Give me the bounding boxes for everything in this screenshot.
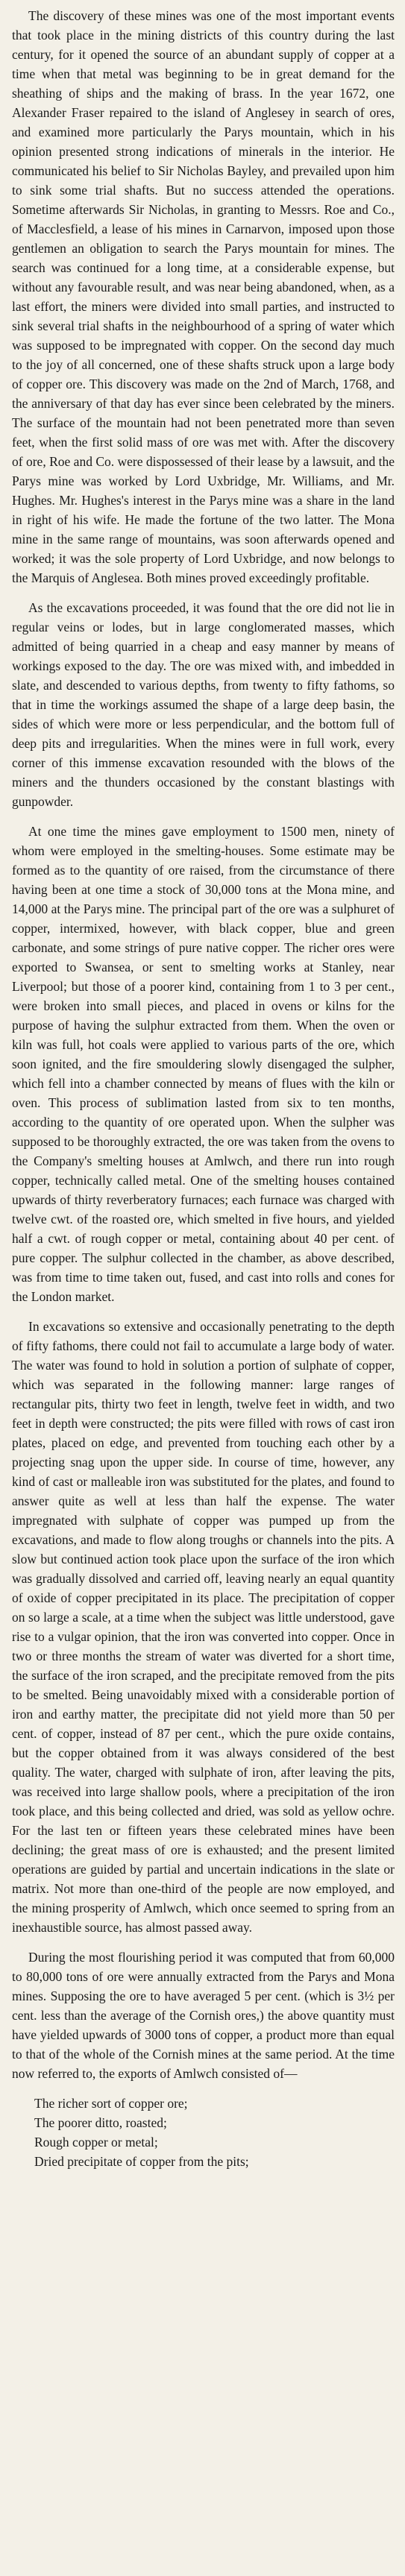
list-item: Rough copper or metal; <box>34 2135 158 2150</box>
paragraph-water-precipitation: In excavations so extensive and occasionally penetrating to the depth of fifty fathoms, there could not fail to accumulate a large body of water. The water was found to hold in solution a portion of sulphate of copper, which was separated in the following manner: large ranges of rectangular pits, thirty two feet in length, twelve feet in width, and two feet in depth were constructed; the pits were filled with rows of cast iron plates, placed on edge, and prevented from touching each other by a projecting snag upon the upper side. In course of time, however, any kind of cast or malleable iron was substituted for the plates, and found to answer quite as well at less than half the expense. The water impregnated with sulphate of copper was pumped up from the excavations, and made to flow along troughs or channels into the pits. A slow but continued action took place upon the surface of the iron which was gradually dissolved and carried off, leaving nearly an equal quantity of oxide of copper precipitated in its place. The precipitation of copper on so large a scale, at a time when the subject was little understood, gave rise to a vulgar opinion, that the iron was converted into copper. Once in two or three months the stream of water was diverted for a short time, the surface of the iron scraped, and the precipitate removed from the pits to be smelted. Being unavoidably mixed with a considerable portion of iron and earthy matter, the precipitate did not yield more than 50 per cent. of copper, instead of 87 per cent., which the pure oxide contains, but the copper obtained from it was always considered of the best quality. The water, charged with sulphate of iron, after leaving the pits, was received into large shallow pools, where a precipitation of the iron took place, and this being collected and dried, was sold as yellow ochre. For the last ten or fifteen years these celebrated mines have been declining; the great mass of ore is exhausted; and the present limited operations are guided by partial and uncertain indications in the slate or matrix. Not more than one-third of the people are now employed, and the mining prosperity of Amlwch, which once seemed to spring from an inexhaustible source, has almost passed away. <box>12 1319 395 1935</box>
paragraph-excavations: As the excavations proceeded, it was found that the ore did not lie in regular veins or lodes, but in large conglomerated masses, which admitted of being quarried in a cheap and easy manner by means of workings exposed to the day. The ore was mixed with, and imbedded in slate, and descended to various depths, from twenty to fifty fathoms, so that in time the workings assumed the shape of a large deep basin, the sides of which were more or less perpendicular, and the bottom full of deep pits and irregularities. When the mines were in full work, every corner of this immense excavation resounded with the blows of the miners and the thunders occasioned by the constant blastings with gunpowder. <box>12 600 395 809</box>
list-item: The poorer ditto, roasted; <box>34 2115 167 2130</box>
list-item: Dried precipitate of copper from the pits; <box>34 2154 249 2169</box>
exports-list <box>12 2094 395 2171</box>
paragraph-exports: During the most flourishing period it was computed that from 60,000 to 80,000 tons of ore were annually extracted from the Parys and Mona mines. Supposing the ore to have averaged 5 per cent. (which is 3½ per cent. less than the average of the Cornish ores,) the above quantity must have yielded upwards of 3000 tons of copper, a product more than equal to that of the whole of the Cornish mines at the same period. At the time now referred to, the exports of Amlwch consisted of— <box>12 1950 395 2081</box>
paragraph-employment: At one time the mines gave employment to 1500 men, ninety of whom were employed in the smelting-houses. Some estimate may be formed as to the quantity of ore raised, from the circumstance of there having been at one time a stock of 30,000 tons at the Mona mine, and 14,000 at the Parys mine. The principal part of the ore was a sulphuret of copper, intermixed, however, with black copper, blue and green carbonate, and some strings of pure native copper. The richer ores were exported to Swansea, or sent to smelting works at Stanley, near Liverpool; but those of a poorer kind, containing from 1 to 3 per cent., were broken into small pieces, and placed in ovens or kilns for the purpose of having the sulphur extracted from them. When the oven or kiln was full, hot coals were applied to various parts of the ore, which soon ignited, and the fire smouldering slowly disengaged the sulpher, which fell into a chamber connected by means of flues with the kiln or oven. This process of sublimation lasted from six to ten months, according to the quantity of ore operated upon. When the sulpher was supposed to be thoroughly extracted, the ore was taken from the ovens to the Company's smelting houses at Amlwch, and there run into rough copper, technically called metal. One of the smelting houses contained upwards of thirty reverberatory furnaces; each furnace was charged with twelve cwt. of the roasted ore, which smelted in five hours, and yielded half a cwt. of rough copper or metal, containing about 40 per cent. of pure copper. The sulphur collected in the chamber, as above described, was from time to time taken out, fused, and cast into rolls and cones for the London market. <box>12 824 395 1304</box>
paragraph-discovery: The discovery of these mines was one of the most important events that took place in the mining districts of this country during the last century, for it opened the source of an abundant supply of copper at a time when that metal was beginning to be in great demand for the sheathing of ships and the making of brass. In the year 1672, one Alexander Fraser repaired to the island of Anglesey in search of ores, and examined more particularly the Parys mountain, which in his opinion presented strong indications of minerals in the interior. He communicated his belief to Sir Nicholas Bayley, and prevailed upon him to sink some trial shafts. But no success attended the operations. Sometime afterwards Sir Nicholas, in granting to Messrs. Roe and Co., of Macclesfield, a lease of his mines in Carnarvon, imposed upon those gentlemen an obligation to search the Parys mountain for mines. The search was continued for a long time, at a considerable expense, but without any favourable result, and was near being abandoned, when, as a last effort, the miners were divided into small parties, and instructed to sink several trial shafts in the neighbourhood of a spring of water which was supposed to be impregnated with copper. On the second day much to the joy of all concerned, one of these shafts struck upon a large body of copper ore. This discovery was made on the 2nd of March, 1768, and the anniversary of that day has ever since been celebrated by the miners. The surface of the mountain had not been penetrated more than seven feet, when the first solid mass of ore was met with. After the discovery of ore, Roe and Co. were dispossessed of their lease by a lawsuit, and the Parys mine was worked by Lord Uxbridge, Mr. Williams, and Mr. Hughes. Mr. Hughes's interest in the Parys mine was a share in the land in right of his wife. He made the fortune of the two latter. The Mona mine in the same range of mountains, was soon afterwards opened and worked; it was the sole property of Lord Uxbridge, and now belongs to the Marquis of Anglesea. Both mines proved exceedingly profitable. <box>12 8 395 585</box>
list-item: The richer sort of copper ore; <box>34 2096 188 2111</box>
article-column <box>12 6 395 2171</box>
